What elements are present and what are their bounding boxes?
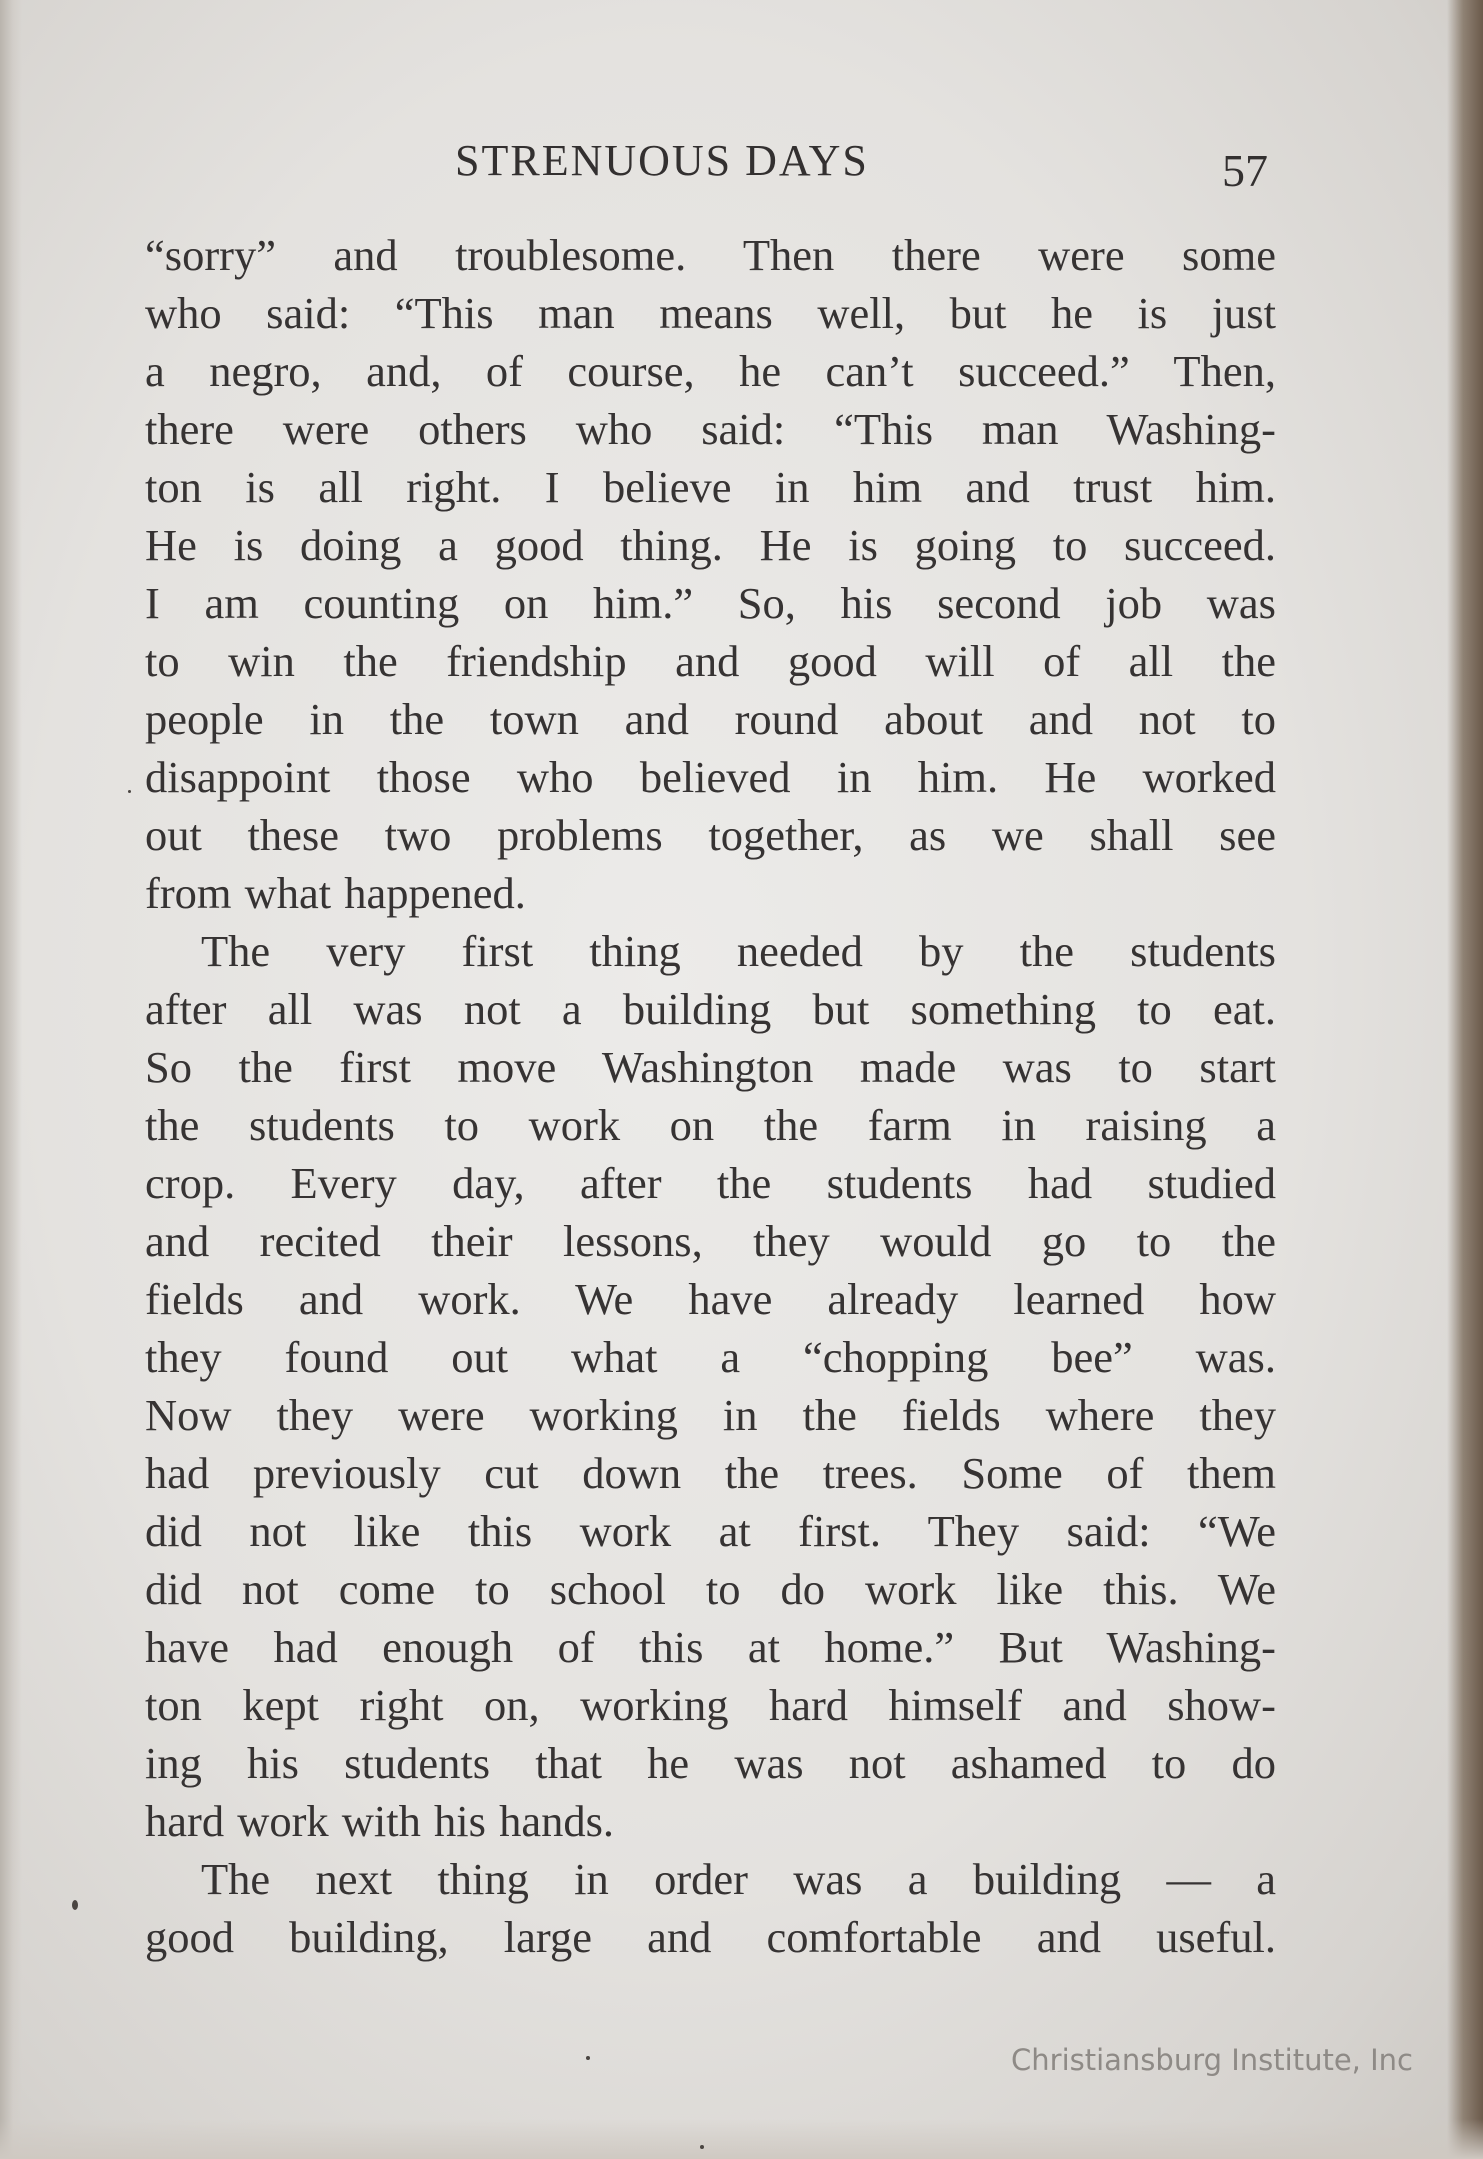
text-line: after all was not a building but something to eat. — [145, 984, 1276, 1034]
text-line: and recited their lessons, they would go to the — [145, 1216, 1276, 1266]
text-line: people in the town and round about and not to — [145, 694, 1276, 744]
text-line: who said: “This man means well, but he is just — [145, 288, 1276, 338]
text-line: disappoint those who believed in him. He worked — [145, 752, 1276, 802]
paper-speck — [700, 2145, 704, 2149]
text-line: I am counting on him.” So, his second job was — [145, 578, 1276, 628]
watermark: Christiansburg Institute, Inc — [1011, 2043, 1413, 2077]
text-line: good building, large and comfortable and useful. — [145, 1912, 1276, 1962]
text-line: the students to work on the farm in raising a — [145, 1100, 1276, 1150]
body-text — [145, 226, 1276, 1966]
text-line: did not like this work at first. They said: “We — [145, 1506, 1276, 1556]
page-number: 57 — [1222, 145, 1268, 196]
paper-speck — [72, 1900, 78, 1910]
text-line: crop. Every day, after the students had studied — [145, 1158, 1276, 1208]
page-left-edge-shadow — [0, 0, 22, 2159]
text-line: Now they were working in the fields where they — [145, 1390, 1276, 1440]
text-line: to win the friendship and good will of all the — [145, 636, 1276, 686]
text-line: ton is all right. I believe in him and trust him. — [145, 462, 1276, 512]
text-line: they found out what a “chopping bee” was. — [145, 1332, 1276, 1382]
text-line: ton kept right on, working hard himself and show- — [145, 1680, 1276, 1730]
page-bottom-edge-shadow — [0, 2119, 1483, 2159]
text-line: did not come to school to do work like this. We — [145, 1564, 1276, 1614]
paper-speck — [586, 2056, 590, 2060]
text-line: there were others who said: “This man Washing- — [145, 404, 1276, 454]
text-line-paragraph-end: hard work with his hands. — [145, 1796, 615, 1846]
text-line: ing his students that he was not ashamed to do — [145, 1738, 1276, 1788]
text-line: fields and work. We have already learned how — [145, 1274, 1276, 1324]
text-line: “sorry” and troublesome. Then there were some — [145, 230, 1276, 280]
page-right-edge-shadow — [1447, 0, 1483, 2159]
paper-speck — [128, 790, 131, 793]
text-line: had previously cut down the trees. Some of them — [145, 1448, 1276, 1498]
running-head-title: STRENUOUS DAYS — [455, 136, 869, 185]
text-line-paragraph-start: The next thing in order was a building — a — [201, 1854, 1276, 1904]
text-line: He is doing a good thing. He is going to succeed. — [145, 520, 1276, 570]
text-line-paragraph-start: The very first thing needed by the students — [201, 926, 1276, 976]
text-line: a negro, and, of course, he can’t succeed.” Then, — [145, 346, 1276, 396]
text-line: So the first move Washington made was to start — [145, 1042, 1276, 1092]
text-line: out these two problems together, as we shall see — [145, 810, 1276, 860]
text-line-paragraph-end: from what happened. — [145, 868, 526, 918]
text-line: have had enough of this at home.” But Washing- — [145, 1622, 1276, 1672]
